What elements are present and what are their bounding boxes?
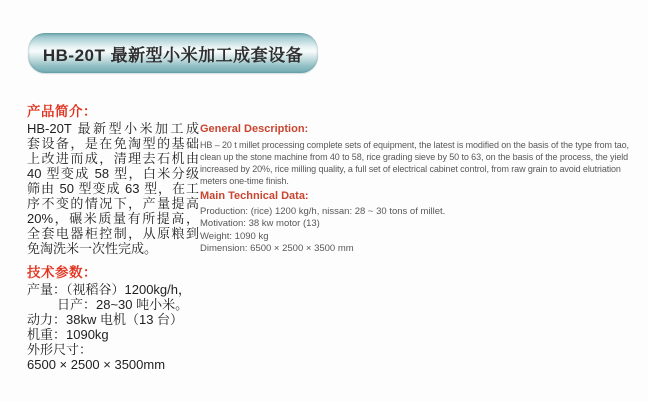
description-line: clean up the stone machine from 40 to 58, rice grading sieve by 50 to 63, on the basis of the process, the yield	[200, 152, 629, 162]
description-line: HB – 20 t millet processing complete sets of equipment, the latest is modified on the basis of the type from tao,	[200, 140, 629, 150]
intro-paragraph	[27, 121, 199, 256]
title-banner	[28, 33, 318, 73]
tech-param-dimension-label: 外形尺寸：	[27, 342, 93, 357]
intro-line: 全套电器柜控制，从原粮到	[27, 226, 199, 241]
tech-data-production: Production: (rice) 1200 kg/h, nissan: 28 ~ 30 tons of millet.	[200, 206, 446, 217]
tech-param-output: 产量：（视稻谷）1200kg/h，	[27, 282, 191, 297]
general-description-paragraph	[200, 139, 648, 187]
intro-line: HB-20T 最新型小米加工成	[27, 121, 199, 136]
tech-params-heading: 技术参数：	[27, 265, 97, 280]
intro-line: 套设备，是在免淘型的基础	[27, 136, 199, 151]
tech-data-motivation: Motivation: 38 kw motor (13)	[200, 218, 320, 230]
intro-line: 20%，碾米质量有所提高，	[27, 211, 199, 226]
page-title: HB-20T 最新型小米加工成套设备	[42, 45, 304, 65]
intro-line: 筛由 50 型变成 63 型，在工	[27, 181, 199, 196]
intro-line: 免淘洗米一次性完成。	[27, 241, 158, 256]
intro-line: 上改进而成，清理去石机由	[27, 151, 199, 166]
main-technical-data-heading: Main Technical Data:	[200, 190, 309, 202]
tech-params-list	[27, 282, 199, 372]
main-technical-data-list	[200, 206, 648, 255]
tech-param-dimension-value: 6500 × 2500 × 3500mm	[27, 357, 166, 372]
intro-line: 40 型变成 58 型，白米分级	[27, 166, 199, 181]
intro-heading: 产品简介：	[27, 104, 97, 119]
description-line: increased by 20%, rice milling quality, a full set of electrical cabinet control, from raw grain to avoid elutriation	[200, 164, 621, 174]
chinese-column	[27, 104, 199, 372]
english-column	[200, 123, 648, 255]
tech-data-weight: Weight: 1090 kg	[200, 230, 269, 242]
tech-param-weight: 机重：1090kg	[27, 327, 109, 342]
tech-param-power: 动力：38kw 电机（13 台）	[27, 312, 184, 327]
intro-line: 序不变的情况下，产量提高	[27, 196, 199, 211]
general-description-heading: General Description:	[200, 123, 309, 135]
tech-data-dimension: Dimension: 6500 × 2500 × 3500 mm	[200, 242, 354, 254]
tech-param-daily-output: 日产：28~30 吨小米。	[57, 297, 189, 312]
description-line: meters one-time finish.	[200, 176, 289, 186]
